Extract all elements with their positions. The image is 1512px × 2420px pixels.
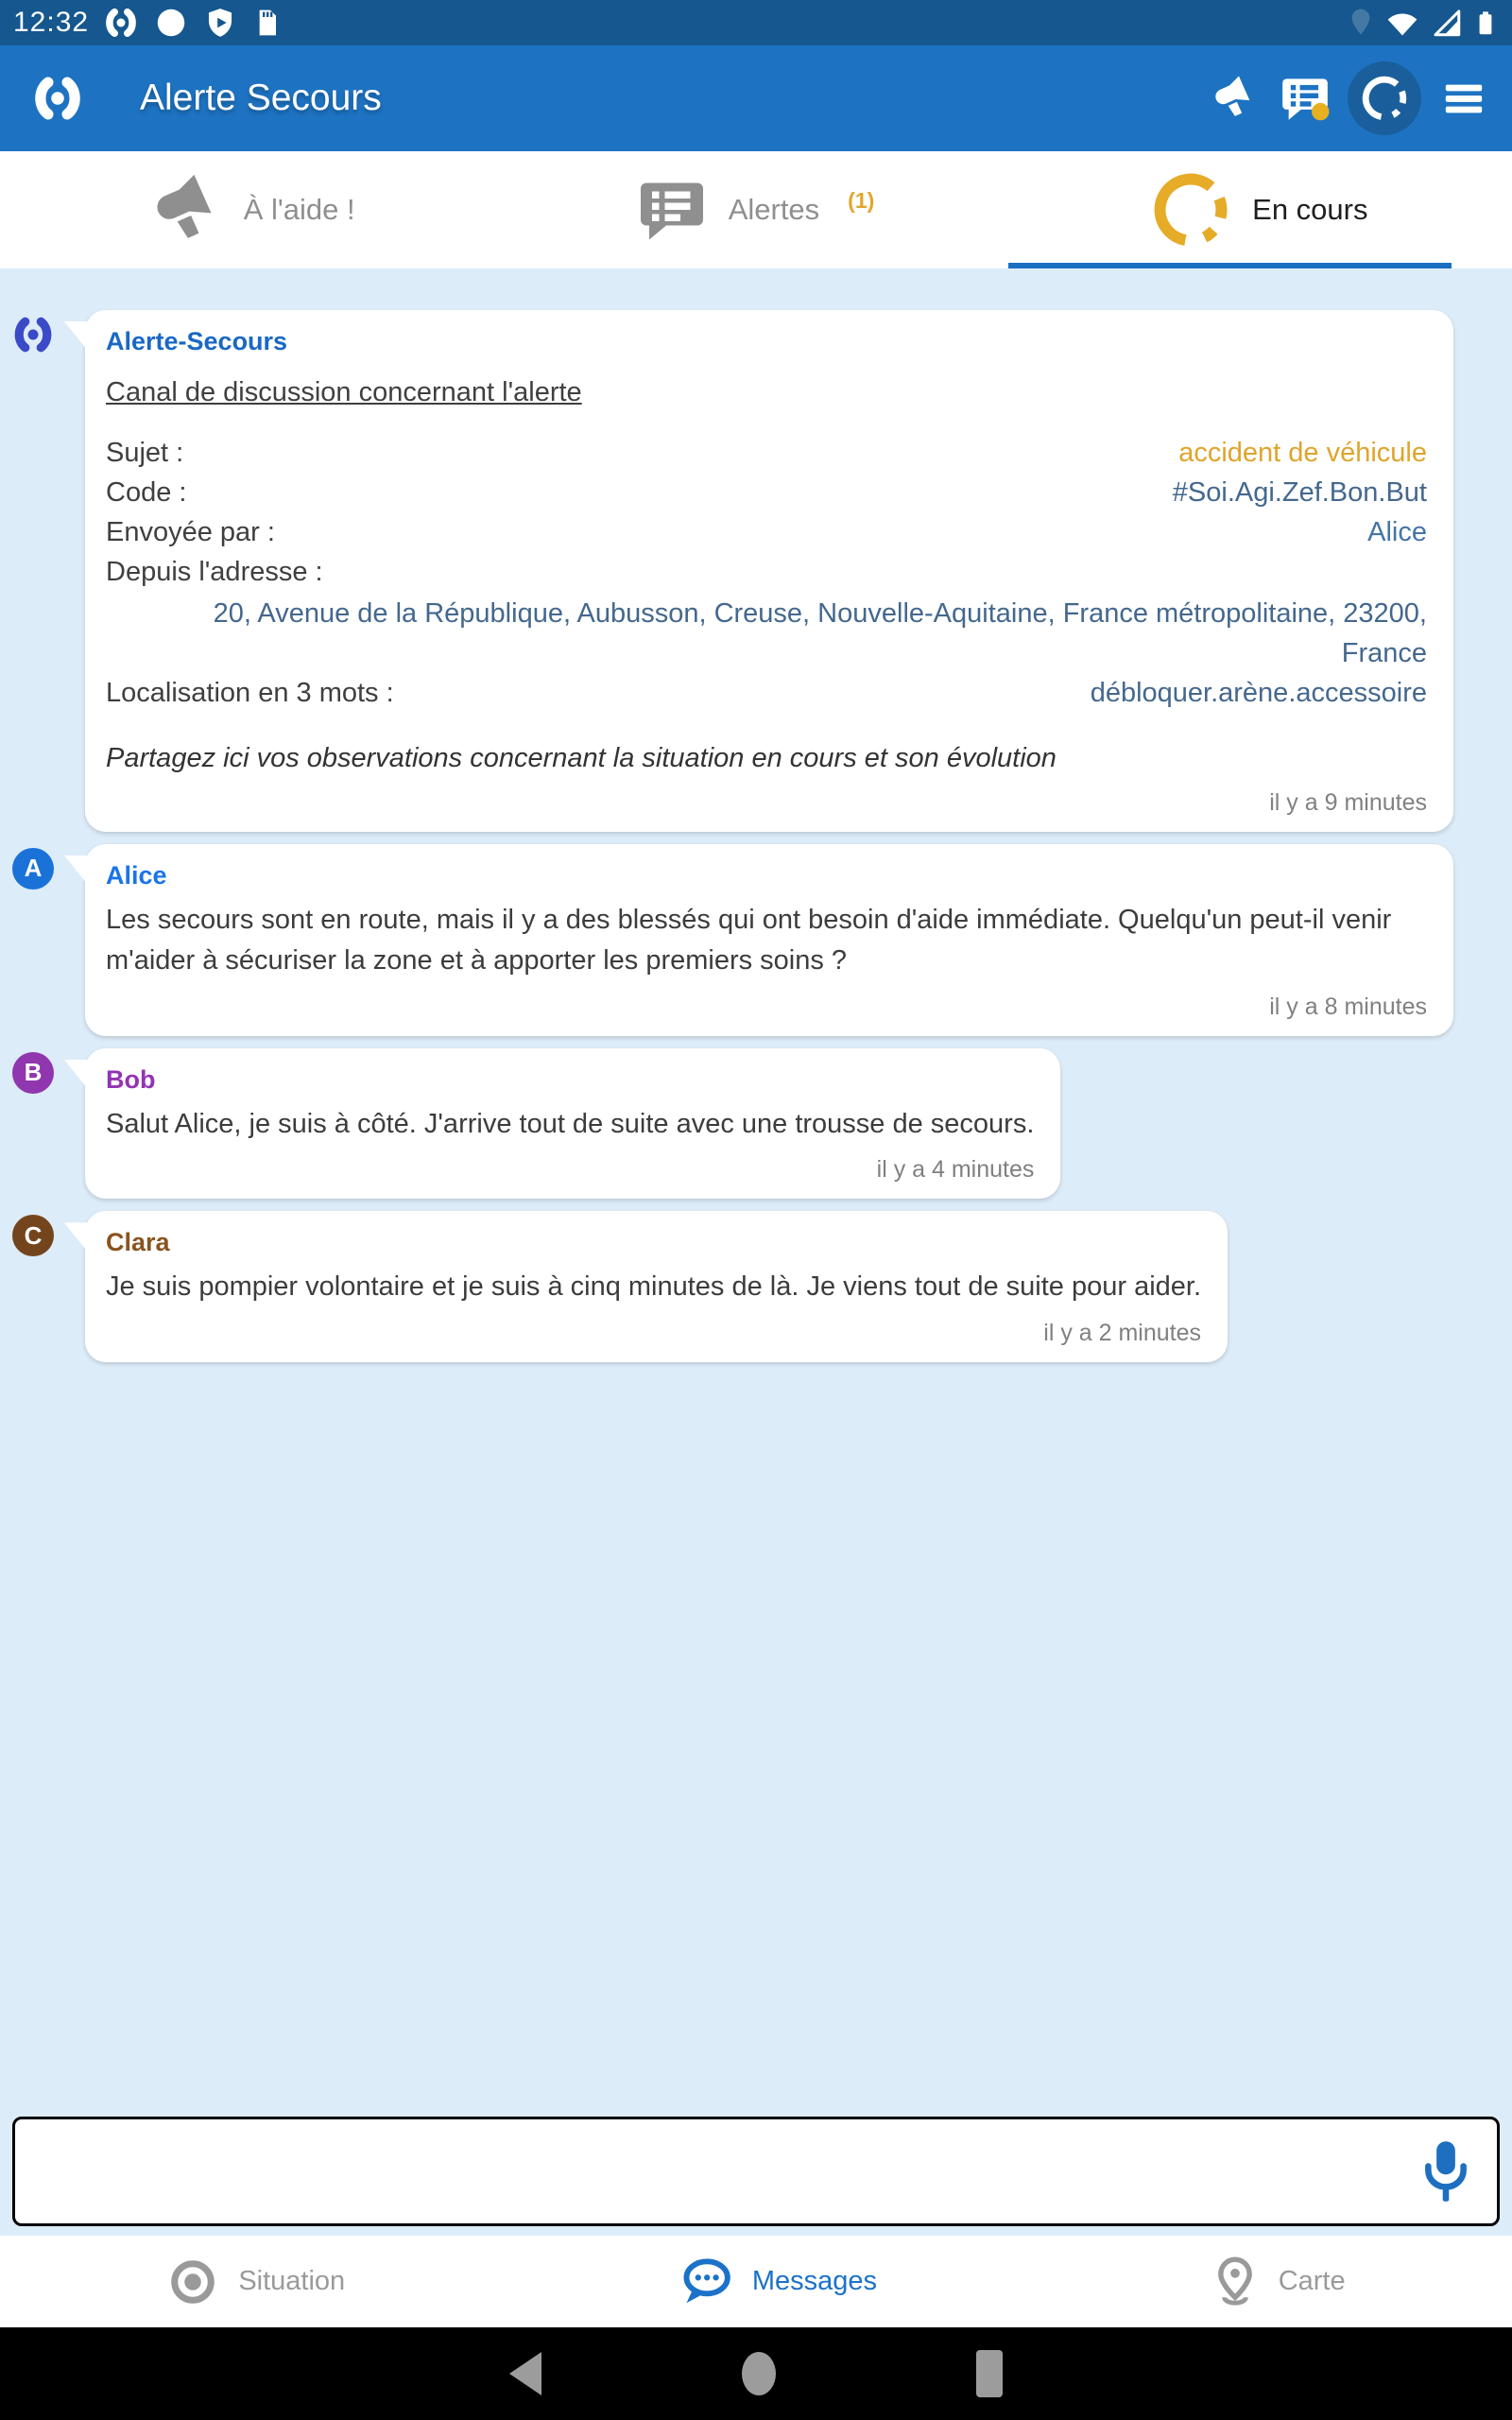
tab-alertes[interactable]	[504, 151, 1007, 268]
avatar: C	[12, 1215, 54, 1256]
tab-badge-count: (1)	[848, 187, 875, 213]
back-triangle-icon	[509, 2352, 541, 2395]
android-back-button[interactable]	[509, 2352, 541, 2395]
tab-a-laide[interactable]	[0, 151, 504, 268]
active-tab-indicator	[1008, 263, 1452, 268]
megaphone-icon	[149, 174, 221, 246]
message-row	[12, 310, 1454, 832]
field-value: Alice	[1367, 517, 1427, 548]
author-name: Clara	[106, 1228, 170, 1257]
alert-field	[106, 512, 1427, 552]
chat-list-icon	[638, 176, 706, 244]
field-value: débloquer.arène.accessoire	[1090, 678, 1427, 709]
nav-label: Messages	[751, 2266, 878, 2296]
android-home-button[interactable]	[742, 2352, 776, 2395]
message-timestamp: il y a 2 minutes	[1043, 1319, 1202, 1346]
home-circle-icon	[742, 2352, 776, 2395]
megaphone-icon	[1211, 76, 1256, 121]
battery-icon	[1472, 5, 1499, 41]
spinner-icon	[1152, 171, 1229, 249]
alert-field	[106, 473, 1427, 512]
spinner-icon	[1361, 75, 1408, 122]
message-row	[12, 1211, 1454, 1362]
sd-card-icon	[251, 7, 282, 39]
field-label: Code :	[106, 477, 187, 509]
android-recents-button[interactable]	[976, 2350, 1003, 2397]
app-title: Alerte Secours	[140, 78, 382, 118]
chat-bubble-icon	[679, 2256, 733, 2308]
field-value: accident de véhicule	[1178, 438, 1427, 468]
author-name: Alerte-Secours	[106, 327, 288, 355]
map-pin-icon	[1211, 2255, 1260, 2309]
alerte-secours-logo-icon	[32, 73, 83, 124]
wifi-icon	[1383, 6, 1421, 40]
message-bubble	[85, 310, 1453, 832]
app-bar	[0, 45, 1512, 151]
author-name: Bob	[106, 1064, 156, 1094]
field-label: Envoyée par :	[106, 517, 275, 548]
avatar: B	[12, 1052, 54, 1094]
tab-bar	[0, 151, 1512, 268]
play-protect-shield-icon	[204, 7, 236, 39]
status-bar-left	[13, 5, 282, 41]
message-text: Salut Alice, je suis à côté. J'arrive tout de suite avec une trousse de secours.	[106, 1108, 1035, 1139]
field-value: 20, Avenue de la République, Aubusson, Creuse, Nouvelle-Aquitaine, France métropolitaine, 23200, France	[213, 598, 1427, 669]
refresh-spinner-button[interactable]	[1348, 61, 1421, 135]
chat-area	[0, 268, 1512, 2236]
message-bubble	[85, 1211, 1228, 1362]
message-row	[12, 844, 1454, 1036]
alert-field	[106, 673, 1427, 713]
app-bar-actions	[1204, 61, 1493, 135]
hamburger-icon	[1442, 77, 1486, 120]
recents-square-icon	[976, 2350, 1003, 2397]
circle-notification-icon	[153, 5, 189, 41]
message-text: Je suis pompier volontaire et je suis à cinq minutes de là. Je viens tout de suite pour aider.	[106, 1271, 1202, 1303]
message-text: Les secours sont en route, mais il y a des blessés qui ont besoin d'aide immédiate. Quelqu'un peut-il venir m'aider à sécuriser la zone et à apporter les premiers soins ?	[106, 904, 1392, 977]
alert-note: Partagez ici vos observations concernant la situation en cours et son évolution	[106, 743, 1057, 774]
nav-label: Carte	[1278, 2266, 1346, 2296]
target-icon	[166, 2256, 219, 2308]
message-input[interactable]	[15, 2125, 1421, 2219]
message-timestamp: il y a 9 minutes	[1269, 788, 1427, 816]
composer	[12, 2117, 1500, 2226]
field-label: Sujet :	[106, 438, 184, 468]
status-bar	[0, 0, 1512, 45]
location-pin-dim-icon	[1347, 7, 1375, 39]
nav-item-carte[interactable]	[1205, 2254, 1351, 2310]
nav-item-messages[interactable]	[673, 2256, 883, 2308]
message-bubble	[85, 844, 1453, 1036]
alerts-messages-button[interactable]	[1276, 69, 1334, 128]
author-name: Alice	[106, 860, 167, 890]
tab-label: Alertes	[728, 193, 820, 226]
alert-field	[106, 552, 1427, 673]
alert-channel-title: Canal de discussion concernant l'alerte	[106, 377, 582, 407]
cell-signal-icon	[1430, 6, 1464, 40]
android-navigation-bar	[0, 2327, 1512, 2420]
tab-en-cours[interactable]	[1008, 151, 1512, 268]
tab-label: En cours	[1252, 193, 1368, 226]
field-value: #Soi.Agi.Zef.Bon.But	[1172, 477, 1427, 509]
field-label: Depuis l'adresse :	[106, 557, 323, 588]
alerte-secours-notification-icon	[104, 6, 138, 40]
nav-label: Situation	[238, 2266, 346, 2296]
nav-item-situation[interactable]	[161, 2255, 351, 2309]
microphone-icon	[1421, 2139, 1470, 2204]
menu-button[interactable]	[1435, 69, 1493, 128]
chat-list-badge-icon	[1280, 74, 1330, 123]
tab-label: À l'aide !	[243, 193, 355, 226]
field-label: Localisation en 3 mots :	[106, 678, 394, 709]
bottom-nav	[0, 2236, 1512, 2327]
status-bar-right	[1347, 5, 1499, 41]
mic-button[interactable]	[1421, 2139, 1470, 2204]
message-bubble	[85, 1048, 1060, 1200]
message-timestamp: il y a 4 minutes	[876, 1156, 1035, 1184]
avatar: A	[12, 848, 54, 890]
message-row	[12, 1048, 1454, 1200]
megaphone-button[interactable]	[1204, 69, 1263, 128]
clock-text: 12:32	[13, 7, 90, 38]
message-timestamp: il y a 8 minutes	[1269, 993, 1427, 1020]
avatar	[12, 314, 54, 355]
message-list	[0, 268, 1512, 1374]
alert-field	[106, 433, 1427, 473]
